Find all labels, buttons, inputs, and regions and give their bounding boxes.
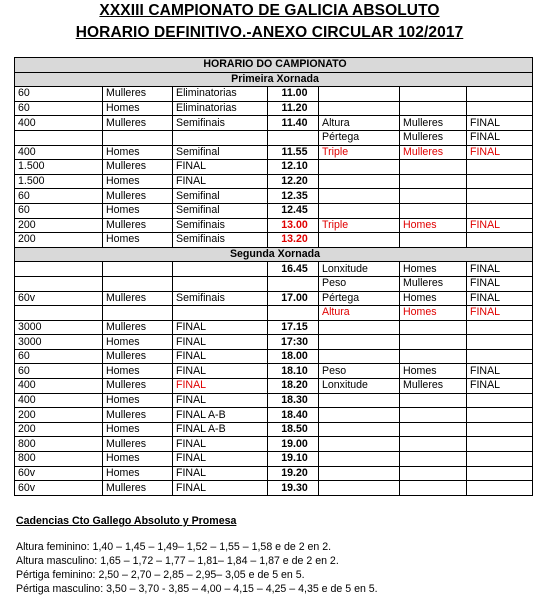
distance-cell [15,276,103,291]
distance-cell: 400 [15,393,103,408]
gender-cell: Mulleres [103,116,173,131]
gender-cell: Mulleres [103,189,173,204]
distance-cell: 60 [15,203,103,218]
field-gender-cell: Mulleres [400,276,467,291]
time-cell: 19.20 [268,466,319,481]
phase-cell: FINAL [173,481,268,496]
distance-cell: 60 [15,189,103,204]
field-gender-cell [400,408,467,423]
distance-cell [15,306,103,321]
day-header-row [15,72,533,87]
time-cell: 11.00 [268,87,319,102]
field-phase-cell [467,422,533,437]
gender-cell [103,130,173,145]
phase-cell: FINAL [173,160,268,175]
time-cell: 18.40 [268,408,319,423]
field-gender-cell [400,320,467,335]
distance-cell: 400 [15,379,103,394]
field-phase-cell [467,174,533,189]
distance-cell: 3000 [15,320,103,335]
time-cell: 18.20 [268,379,319,394]
field-gender-cell [400,452,467,467]
table-row [15,437,533,452]
field-phase-cell: FINAL [467,218,533,233]
phase-cell: Semifinais [173,291,268,306]
gender-cell: Mulleres [103,481,173,496]
gender-cell: Mulleres [103,349,173,364]
field-gender-cell [400,335,467,350]
table-row [15,408,533,423]
field-event-cell: Triple [319,145,400,160]
cadencia-line: Altura feminino: 1,40 – 1,45 – 1,49– 1,52 – 1,55 – 1,58 e de 2 en 2. [16,541,332,553]
table-row [15,466,533,481]
phase-cell: Semifinais [173,218,268,233]
field-event-cell [319,349,400,364]
table-row [15,174,533,189]
table-row [15,320,533,335]
field-phase-cell: FINAL [467,145,533,160]
field-gender-cell [400,87,467,102]
gender-cell: Mulleres [103,379,173,394]
time-cell [268,130,319,145]
field-event-cell: Pértega [319,130,400,145]
field-phase-cell: FINAL [467,276,533,291]
table-row [15,203,533,218]
phase-cell: Semifinais [173,116,268,131]
time-cell: 12.10 [268,160,319,175]
distance-cell: 60v [15,466,103,481]
table-row [15,160,533,175]
gender-cell: Homes [103,393,173,408]
distance-cell: 60v [15,291,103,306]
gender-cell: Mulleres [103,291,173,306]
field-event-cell: Lonxitude [319,379,400,394]
field-phase-cell: FINAL [467,306,533,321]
field-gender-cell: Mulleres [400,145,467,160]
cadencia-line: Pértiga masculino: 3,50 – 3,70 - 3,85 – 4,00 – 4,15 – 4,25 – 4,35 e de 5 en 5. [16,583,378,595]
field-event-cell [319,233,400,248]
field-phase-cell [467,101,533,116]
gender-cell: Homes [103,203,173,218]
distance-cell: 200 [15,408,103,423]
table-row [15,101,533,116]
distance-cell: 800 [15,452,103,467]
cadencia-line: Altura masculino: 1,65 – 1,72 – 1,77 – 1,81– 1,84 – 1,87 e de 2 en 2. [16,555,339,567]
gender-cell: Mulleres [103,408,173,423]
field-gender-cell: Homes [400,262,467,277]
distance-cell: 60v [15,481,103,496]
document-subtitle: HORARIO DEFINITIVO.-ANEXO CIRCULAR 102/2017 [75,24,464,41]
distance-cell [15,130,103,145]
table-row [15,306,533,321]
phase-cell: FINAL [173,335,268,350]
time-cell: 12.35 [268,189,319,204]
field-phase-cell: FINAL [467,262,533,277]
field-event-cell [319,466,400,481]
phase-cell: Semifinal [173,145,268,160]
phase-cell [173,130,268,145]
field-gender-cell [400,189,467,204]
field-gender-cell [400,233,467,248]
day-header-row [15,247,533,262]
field-gender-cell: Mulleres [400,116,467,131]
field-gender-cell: Mulleres [400,130,467,145]
field-event-cell [319,160,400,175]
phase-cell: FINAL [173,364,268,379]
table-row [15,145,533,160]
field-event-cell [319,437,400,452]
field-gender-cell [400,466,467,481]
field-event-cell: Lonxitude [319,262,400,277]
cadencias-title: Cadencias Cto Gallego Absoluto y Promesa [16,515,237,527]
field-phase-cell [467,233,533,248]
field-event-cell [319,101,400,116]
distance-cell: 200 [15,218,103,233]
gender-cell: Homes [103,335,173,350]
distance-cell: 400 [15,116,103,131]
table-row [15,349,533,364]
gender-cell: Homes [103,466,173,481]
table-row [15,116,533,131]
gender-cell: Homes [103,174,173,189]
table-header-row [15,58,533,73]
gender-cell: Mulleres [103,160,173,175]
table-row [15,189,533,204]
field-gender-cell [400,101,467,116]
gender-cell: Homes [103,233,173,248]
field-phase-cell [467,408,533,423]
distance-cell: 60 [15,101,103,116]
gender-cell: Mulleres [103,437,173,452]
phase-cell: Semifinais [173,233,268,248]
field-event-cell [319,203,400,218]
distance-cell: 60 [15,349,103,364]
table-row [15,335,533,350]
field-event-cell: Peso [319,276,400,291]
field-phase-cell [467,320,533,335]
field-phase-cell [467,203,533,218]
time-cell: 13.20 [268,233,319,248]
phase-cell: FINAL [173,466,268,481]
phase-cell: FINAL [173,349,268,364]
field-event-cell [319,87,400,102]
phase-cell: FINAL [173,379,268,394]
gender-cell [103,276,173,291]
gender-cell: Homes [103,101,173,116]
time-cell: 17.15 [268,320,319,335]
table-row [15,393,533,408]
phase-cell [173,262,268,277]
field-gender-cell [400,422,467,437]
field-event-cell: Altura [319,306,400,321]
table-row [15,87,533,102]
field-event-cell [319,452,400,467]
phase-cell: Semifinal [173,203,268,218]
field-gender-cell: Mulleres [400,379,467,394]
schedule-table [14,57,533,496]
distance-cell: 200 [15,422,103,437]
field-event-cell [319,174,400,189]
field-event-cell [319,393,400,408]
phase-cell [173,306,268,321]
field-phase-cell [467,393,533,408]
gender-cell: Mulleres [103,320,173,335]
day1-label: Primeira Xornada [15,72,533,87]
distance-cell: 800 [15,437,103,452]
table-row [15,452,533,467]
time-cell: 18.50 [268,422,319,437]
field-phase-cell [467,349,533,364]
field-event-cell [319,189,400,204]
field-gender-cell [400,174,467,189]
field-phase-cell [467,466,533,481]
table-row [15,422,533,437]
table-row [15,291,533,306]
gender-cell: Mulleres [103,87,173,102]
distance-cell: 400 [15,145,103,160]
field-gender-cell: Homes [400,306,467,321]
table-header: HORARIO DO CAMPIONATO [15,58,533,73]
field-phase-cell [467,481,533,496]
phase-cell: FINAL A-B [173,422,268,437]
time-cell: 18.30 [268,393,319,408]
field-gender-cell [400,481,467,496]
distance-cell [15,262,103,277]
phase-cell: FINAL A-B [173,408,268,423]
field-gender-cell: Homes [400,364,467,379]
time-cell: 11.55 [268,145,319,160]
time-cell: 19.00 [268,437,319,452]
phase-cell: FINAL [173,452,268,467]
table-row [15,233,533,248]
time-cell: 17:30 [268,335,319,350]
time-cell: 18.00 [268,349,319,364]
gender-cell [103,306,173,321]
schedule-body [15,58,533,496]
field-event-cell [319,320,400,335]
day2-label: Segunda Xornada [15,247,533,262]
time-cell: 13.00 [268,218,319,233]
distance-cell: 1.500 [15,160,103,175]
field-phase-cell: FINAL [467,130,533,145]
phase-cell: Eliminatorias [173,101,268,116]
time-cell: 19.10 [268,452,319,467]
field-gender-cell [400,437,467,452]
field-gender-cell [400,393,467,408]
time-cell: 17.00 [268,291,319,306]
phase-cell: Semifinal [173,189,268,204]
field-phase-cell: FINAL [467,364,533,379]
table-row [15,364,533,379]
table-row [15,130,533,145]
field-phase-cell: FINAL [467,116,533,131]
field-gender-cell [400,203,467,218]
table-row [15,262,533,277]
field-event-cell [319,481,400,496]
gender-cell [103,262,173,277]
field-event-cell: Altura [319,116,400,131]
time-cell: 12.20 [268,174,319,189]
distance-cell: 1.500 [15,174,103,189]
phase-cell: FINAL [173,320,268,335]
phase-cell [173,276,268,291]
gender-cell: Homes [103,364,173,379]
phase-cell: FINAL [173,174,268,189]
distance-cell: 3000 [15,335,103,350]
gender-cell: Homes [103,452,173,467]
table-row [15,481,533,496]
document-title: XXXIII CAMPIONATO DE GALICIA ABSOLUTO [99,2,440,19]
field-phase-cell [467,189,533,204]
time-cell: 16.45 [268,262,319,277]
distance-cell: 200 [15,233,103,248]
cadencia-line: Pértiga feminino: 2,50 – 2,70 – 2,85 – 2,95– 3,05 e de 5 en 5. [16,569,305,581]
field-event-cell [319,335,400,350]
field-phase-cell [467,160,533,175]
field-phase-cell [467,437,533,452]
field-event-cell: Triple [319,218,400,233]
table-row [15,379,533,394]
field-phase-cell [467,452,533,467]
time-cell [268,306,319,321]
field-event-cell [319,422,400,437]
field-phase-cell [467,335,533,350]
time-cell [268,276,319,291]
distance-cell: 60 [15,87,103,102]
field-gender-cell [400,349,467,364]
gender-cell: Homes [103,422,173,437]
gender-cell: Mulleres [103,218,173,233]
phase-cell: FINAL [173,393,268,408]
field-gender-cell [400,160,467,175]
field-gender-cell: Homes [400,291,467,306]
field-phase-cell: FINAL [467,291,533,306]
phase-cell: Eliminatorias [173,87,268,102]
field-event-cell: Peso [319,364,400,379]
field-event-cell: Pértega [319,291,400,306]
time-cell: 12.45 [268,203,319,218]
table-row [15,276,533,291]
gender-cell: Homes [103,145,173,160]
field-event-cell [319,408,400,423]
field-gender-cell: Homes [400,218,467,233]
time-cell: 19.30 [268,481,319,496]
table-row [15,218,533,233]
time-cell: 18.10 [268,364,319,379]
time-cell: 11.40 [268,116,319,131]
phase-cell: FINAL [173,437,268,452]
time-cell: 11.20 [268,101,319,116]
distance-cell: 60 [15,364,103,379]
field-phase-cell: FINAL [467,379,533,394]
field-phase-cell [467,87,533,102]
